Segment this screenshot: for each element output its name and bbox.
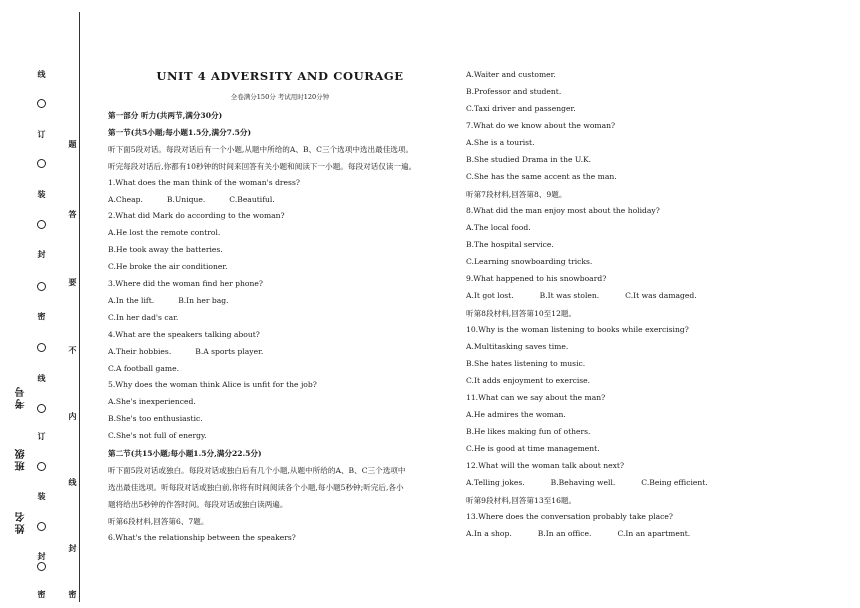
option-row (108, 195, 275, 204)
option-text: A.Telling jokes. (466, 478, 525, 487)
question-line: A.She's inexperienced. (108, 397, 196, 407)
question-line: A.He lost the remote control. (108, 228, 221, 238)
question-line: 听第7段材料,回答第8、9题。 (466, 190, 567, 199)
option-text: B.Behaving well. (550, 478, 616, 487)
question-line: C.Taxi driver and passenger. (466, 104, 576, 113)
question-line: 5.Why does the woman think Alice is unfit for the job? (108, 380, 317, 390)
option-text: C.It was damaged. (625, 291, 697, 300)
binding-char: 题 (68, 140, 78, 148)
question-line: B.She's too enthusiastic. (108, 414, 203, 424)
binding-hole-icon (37, 343, 46, 352)
question-line: 选出最佳选项。听每段对话或独白前,你将有时间阅读各个小题,每小题5秒钟;听完后,各小 (108, 482, 404, 492)
binding-char: 订 (37, 130, 47, 138)
binding-char: 密 (37, 312, 47, 320)
option-text: A.It got lost. (466, 291, 514, 300)
question-line: 6.What's the relationship between the speakers? (108, 532, 296, 542)
question-line: B.He took away the batteries. (108, 245, 223, 255)
option-text: A.In the lift. (108, 295, 155, 305)
question-line: A.Waiter and customer. (466, 70, 556, 79)
binding-char: 封 (37, 250, 47, 258)
option-text: A.Cheap. (108, 194, 143, 204)
exam-subtitle: 全卷满分150分 考试用时120分钟 (230, 93, 330, 101)
question-line: 听完每段对话后,你都有10秒钟的时间来回答有关小题和阅读下一小题。每段对话仅读一遍。 (108, 161, 417, 171)
binding-char: 密 (68, 590, 78, 598)
binding-char: 答 (68, 210, 78, 218)
question-line: 听第8段材料,回答第10至12题。 (466, 309, 577, 318)
question-line: 13.Where does the conversation probably take place? (466, 512, 673, 521)
question-line: 4.What are the speakers talking about? (108, 329, 260, 339)
question-line: 8.What did the man enjoy most about the holiday? (466, 206, 660, 215)
question-line: C.She has the same accent as the man. (466, 172, 617, 181)
binding-hole-icon (37, 562, 46, 571)
option-text: C.In an apartment. (617, 529, 691, 538)
binding-margin (0, 0, 90, 608)
question-line: C.In her dad's car. (108, 312, 179, 322)
binding-char: 线 (37, 70, 47, 78)
binding-char: 要 (68, 278, 78, 286)
binding-hole-icon (37, 462, 46, 471)
question-line: B.The hospital service. (466, 240, 554, 249)
question-line: A.She is a tourist. (466, 138, 535, 147)
option-text: C.Being efficient. (641, 478, 708, 487)
question-line: C.A football game. (108, 363, 180, 373)
option-row (108, 347, 263, 356)
student-field-label: 考号 (16, 385, 27, 409)
binding-char: 封 (68, 544, 78, 552)
binding-char: 不 (68, 346, 78, 354)
question-line: 听下面5段对话。每段对话后有一个小题,从题中所给的A、B、C三个选项中选出最佳选项。 (108, 144, 414, 154)
option-text: C.Beautiful. (229, 194, 275, 204)
option-text: B.It was stolen. (539, 291, 600, 300)
binding-char: 线 (37, 374, 47, 382)
question-line: 听第9段材料,回答第13至16题。 (466, 496, 577, 505)
question-line: 题将给出5秒钟的作答时间。每段对话或独白读两遍。 (108, 499, 288, 509)
section-heading: 第二节(共15小题;每小题1.5分,满分22.5分) (108, 449, 262, 458)
binding-char: 线 (68, 478, 78, 486)
question-line: 1.What does the man think of the woman's dress? (108, 177, 300, 187)
question-line: A.The local food. (466, 223, 531, 232)
question-line: 9.What happened to his snowboard? (466, 274, 607, 283)
question-line: C.Learning snowboarding tricks. (466, 257, 593, 266)
question-line: 听第6段材料,回答第6、7题。 (108, 516, 209, 526)
student-field-label: 班级 (16, 447, 27, 471)
question-line: A.He admires the woman. (466, 410, 566, 419)
exam-title: UNIT 4 ADVERSITY AND COURAGE (156, 69, 404, 83)
question-line: C.It adds enjoyment to exercise. (466, 376, 591, 385)
question-line: B.She hates listening to music. (466, 359, 586, 368)
question-line: A.Multitasking saves time. (466, 342, 569, 351)
option-text: B.In an office. (537, 529, 592, 538)
option-text: B.Unique. (166, 194, 206, 204)
option-text: A.In a shop. (466, 529, 512, 538)
question-line: 听下面5段对话或独白。每段对话或独白后有几个小题,从题中所给的A、B、C三个选项中 (108, 465, 406, 475)
option-text: B.In her bag. (178, 295, 229, 305)
section-heading: 第一节(共5小题;每小题1.5分,满分7.5分) (108, 127, 252, 137)
question-line: B.Professor and student. (466, 87, 562, 96)
binding-hole-icon (37, 99, 46, 108)
binding-char: 订 (37, 432, 47, 440)
question-line: B.She studied Drama in the U.K. (466, 155, 592, 164)
option-row (466, 478, 708, 487)
option-row (466, 291, 697, 300)
binding-hole-icon (37, 282, 46, 291)
question-line: 2.What did Mark do according to the woman? (108, 211, 285, 221)
binding-hole-icon (37, 159, 46, 168)
binding-char: 内 (68, 412, 78, 420)
section-heading: 第一部分 听力(共两节,满分30分) (108, 111, 223, 120)
option-row (466, 529, 690, 538)
option-row (108, 296, 229, 305)
binding-line (79, 12, 80, 602)
question-line: 12.What will the woman talk about next? (466, 461, 625, 470)
question-line: 3.Where did the woman find her phone? (108, 279, 263, 288)
binding-char: 密 (37, 590, 47, 598)
binding-hole-icon (37, 522, 46, 531)
binding-char: 装 (37, 190, 47, 198)
binding-hole-icon (37, 220, 46, 229)
binding-hole-icon (37, 404, 46, 413)
question-line: B.He likes making fun of others. (466, 427, 591, 436)
question-line: 7.What do we know about the woman? (466, 121, 616, 130)
question-line: C.He broke the air conditioner. (108, 262, 228, 272)
option-text: A.Their hobbies. (108, 346, 172, 356)
question-line: C.She's not full of energy. (108, 431, 207, 441)
question-line: 11.What can we say about the man? (466, 393, 606, 402)
option-text: B.A sports player. (195, 346, 264, 356)
binding-char: 装 (37, 492, 47, 500)
binding-char: 封 (37, 552, 47, 560)
question-line: 10.Why is the woman listening to books while exercising? (466, 325, 689, 334)
student-field-label: 姓名 (16, 510, 27, 534)
question-line: C.He is good at time management. (466, 444, 600, 453)
